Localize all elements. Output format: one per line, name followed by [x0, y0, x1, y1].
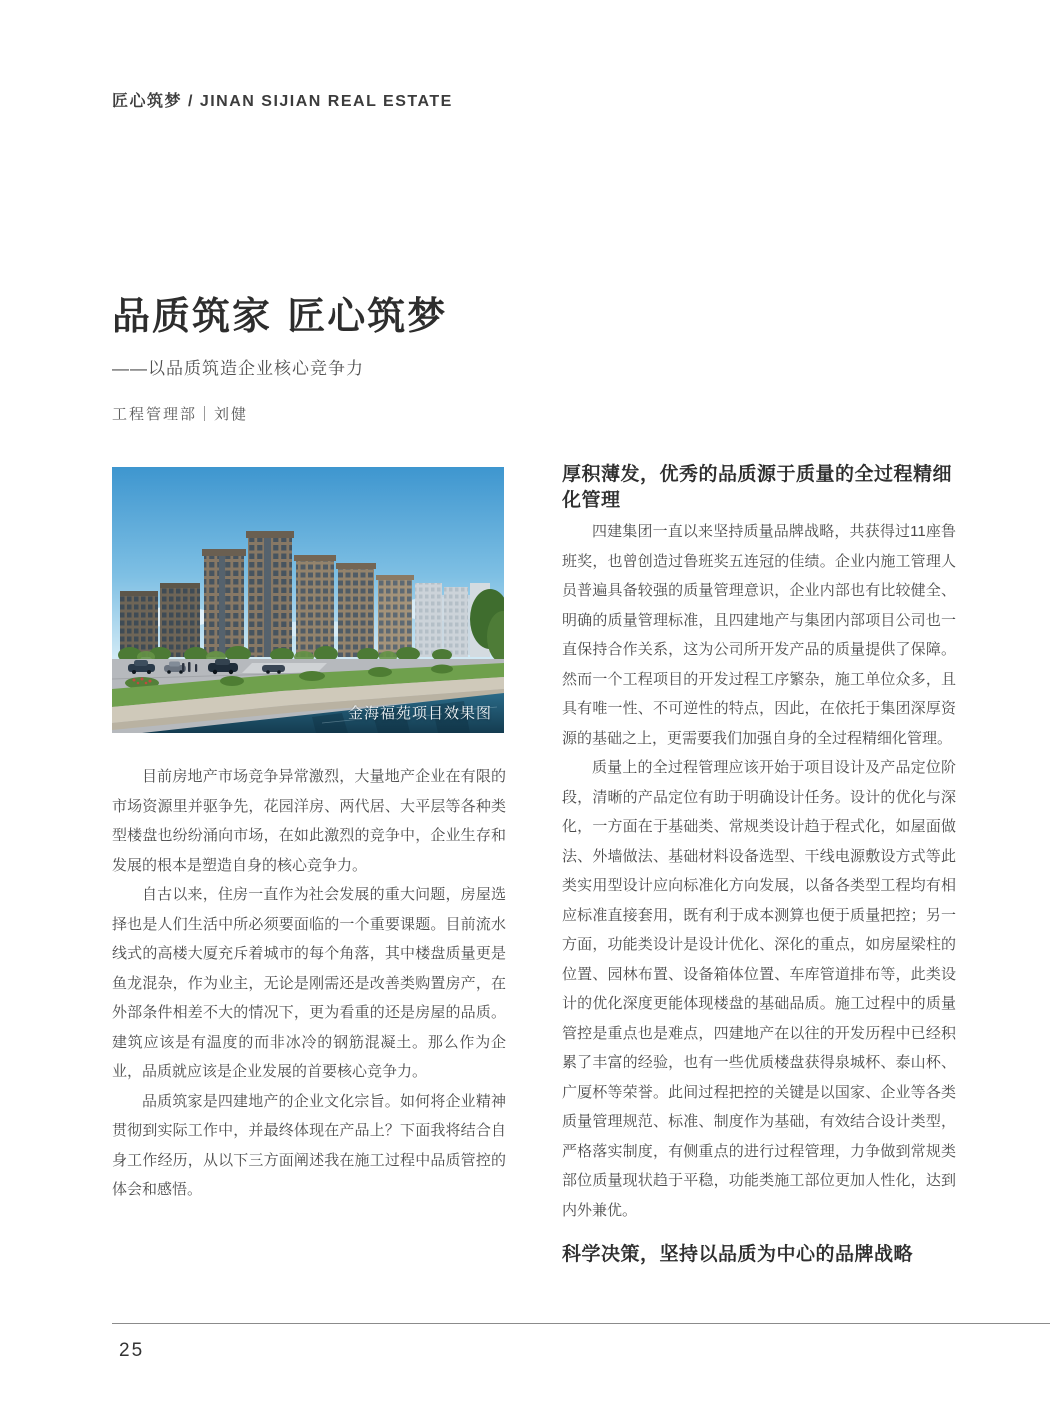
title-block — [112, 294, 612, 424]
left-column — [112, 762, 506, 1205]
image-caption: 金海福苑项目效果图 — [347, 705, 492, 722]
page-number: 25 — [119, 1340, 145, 1361]
section-heading: 厚积薄发，优秀的品质源于质量的全过程精细化管理 — [562, 463, 953, 511]
right-column — [562, 461, 956, 1271]
project-rendering-figure — [112, 467, 504, 733]
project-rendering-image — [112, 467, 504, 733]
paragraph: 质量上的全过程管理应该开始于项目设计及产品定位阶段，清晰的产品定位有助于明确设计任务。设计的优化与深化，一方面在于基础类、常规类设计趋于程式化，如屋面做法、外墙做法、基础材料设备选型、干线电源敷设方式等此类实用型设计应向标准化方向发展，以备各类型工程均有相应标准直接套用，既有利于成本测算也便于质量把控；另一方面，功能类设计是设计优化、深化的重点，如房屋梁柱的位置、园林布置、设备箱体位置、车库管道排布等，此类设计的优化深度更能体现楼盘的基础品质。施工过程中的质量管控是重点也是难点，四建地产在以往的开发历程中已经积累了丰富的经验，也有一些优质楼盘获得泉城杯、泰山杯、广厦杯等荣誉。此间过程把控的关键是以国家、企业等各类质量管理规范、标准、制度作为基础，有效结合设计类型，严格落实制度，有侧重点的进行过程管理，力争做到常规类部位质量现状趋于平稳，功能类施工部位更加人性化，达到内外兼优。 — [562, 759, 956, 1219]
running-head: 匠心筑梦 / JINAN SIJIAN REAL ESTATE — [112, 93, 453, 110]
article-subtitle: ——以品质筑造企业核心竞争力 — [112, 358, 364, 378]
paragraph: 四建集团一直以来坚持质量品牌战略，共获得过11座鲁班奖，也曾创造过鲁班奖五连冠的佳绩。企业内施工管理人员普遍具备较强的质量管理意识，企业内部也有比较健全、明确的质量管理标准，且四建地产与集团内部项目公司也一直保持合作关系，这为公司所开发产品的质量提供了保障。然而一个工程项目的开发过程工序繁杂，施工单位众多，且具有唯一性、不可逆性的特点，因此，在依托于集团深厚资源的基础之上，更需要我们加强自身的全过程精细化管理。 — [562, 523, 956, 747]
section-heading: 科学决策，坚持以品质为中心的品牌战略 — [562, 1243, 914, 1265]
paragraph: 自古以来，住房一直作为社会发展的重大问题，房屋选择也是人们生活中所必须要面临的一个重要课题。目前流水线式的高楼大厦充斥着城市的每个角落，其中楼盘质量更是鱼龙混杂，作为业主，无论是刚需还是改善类购置房产，在外部条件相差不大的情况下，更为看重的还是房屋的品质。建筑应该是有温度的而非冰冷的钢筋混凝土。那么作为企业，品质就应该是企业发展的首要核心竞争力。 — [112, 886, 506, 1080]
paragraph: 目前房地产市场竞争异常激烈，大量地产企业在有限的市场资源里并驱争先，花园洋房、两代居、大平层等各种类型楼盘也纷纷涌向市场，在如此激烈的竞争中，企业生存和发展的根本是塑造自身的核心竞争力。 — [112, 768, 506, 874]
footer-rule — [112, 1323, 1050, 1324]
article-title: 品质筑家 匠心筑梦 — [112, 293, 448, 338]
article-byline: 工程管理部｜刘健 — [112, 405, 249, 423]
paragraph: 品质筑家是四建地产的企业文化宗旨。如何将企业精神贯彻到实际工作中，并最终体现在产品上？下面我将结合自身工作经历，从以下三方面阐述我在施工过程中品质管控的体会和感悟。 — [112, 1092, 506, 1198]
